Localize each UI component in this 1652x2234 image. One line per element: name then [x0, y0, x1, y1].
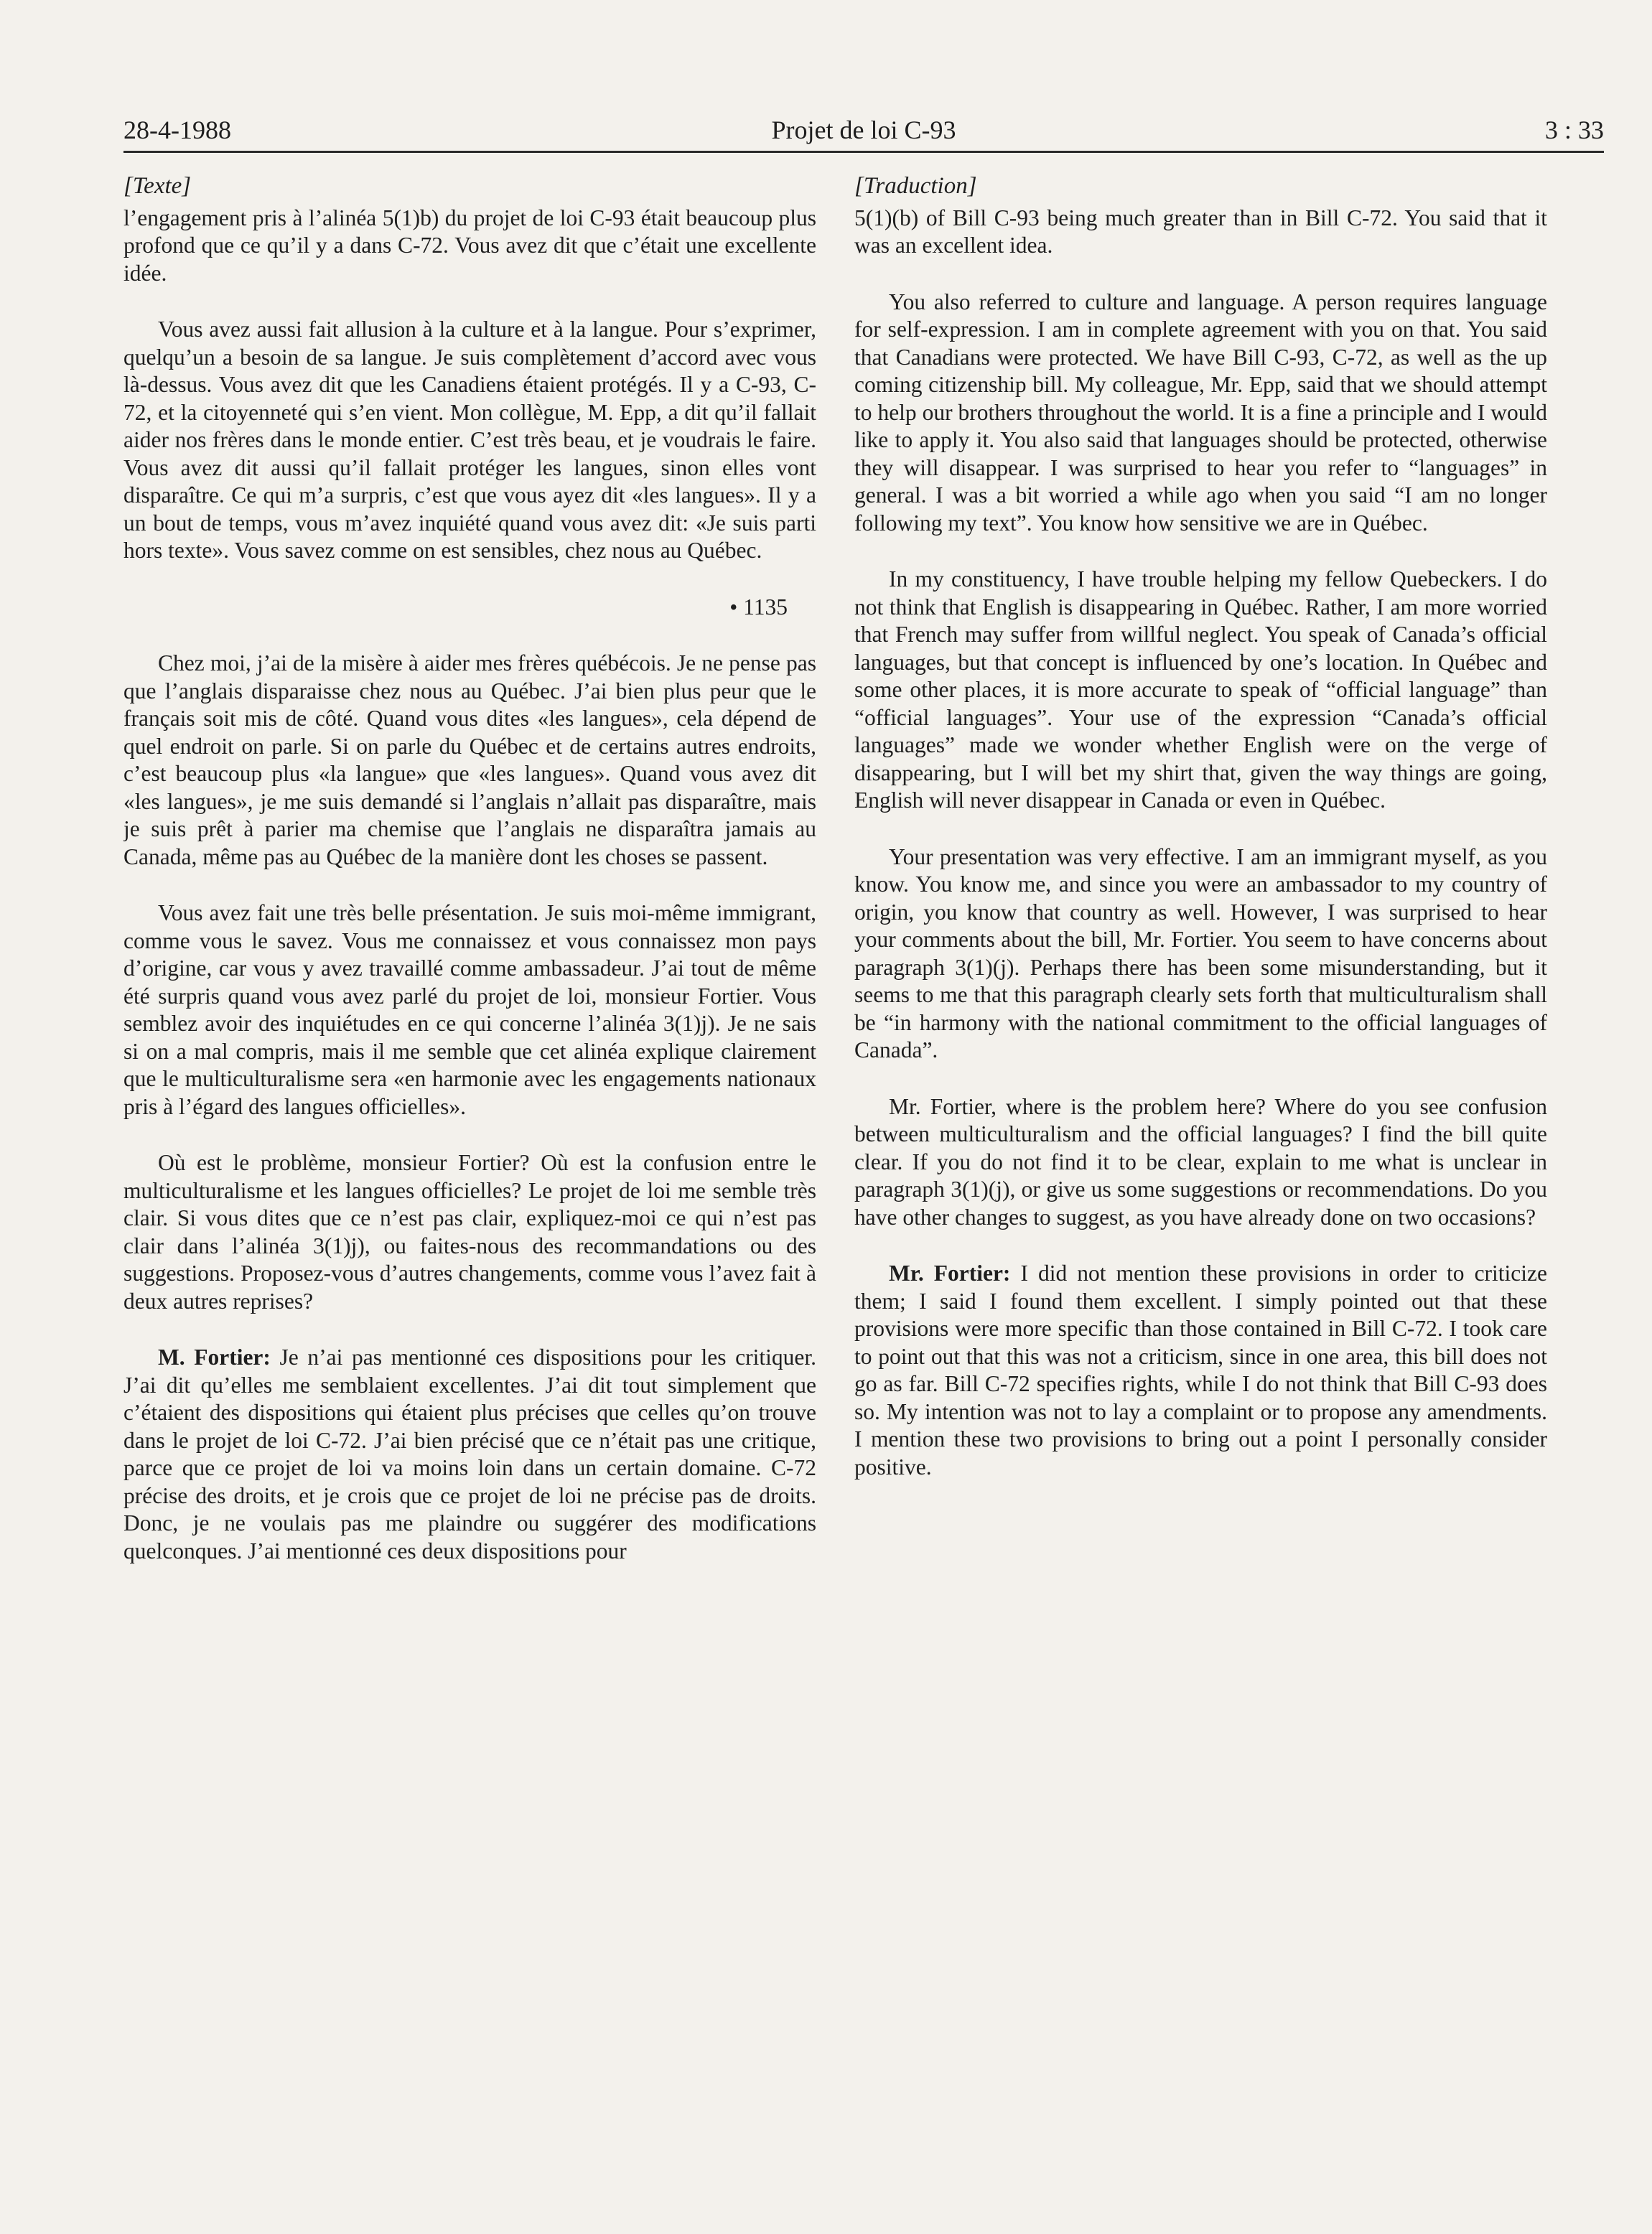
english-column: [854, 172, 1547, 2111]
paragraph: Où est le problème, monsieur Fortier? Où est la confusion entre le multiculturalisme et les langues officielles? Le projet de loi me semble très clair. Si vous dites que ce n’est pas clair, expliquez-moi ce qui n’est pas clair dans l’alinéa 3(1)j), ou faites-nous des recommandations ou des suggestions. Proposez-vous d’autres changements, comme vous l’avez fait à deux autres reprises?: [123, 1150, 816, 1314]
column-label-traduction: [Traduction]: [854, 173, 977, 199]
paragraph: [854, 1260, 1547, 1481]
speech-text: Je n’ai pas mentionné ces dispositions pour les critiquer. J’ai dit qu’elles me semblaient excellentes. J’ai dit tout simplement que c’étaient des dispositions qui étaient plus précises que celles qu’on trouve dans le projet de loi C-72. J’ai bien précisé que ce n’était pas une critique, parce que ce projet de loi va moins loin dans un certain domaine. C-72 précise des droits, et je crois que ce projet de loi ne précise pas de droits. Donc, je ne voulais pas me plaindre ou suggérer des modifications quelconques. J’ai mentionné ces deux dispositions pour: [123, 1345, 816, 1564]
paragraph: Vous avez fait une très belle présentation. Je suis moi-même immigrant, comme vous le savez. Vous me connaissez et vous connaissez mon pays d’origine, car vous y avez travaillé comme ambassadeur. J’ai tout de même été surpris quand vous avez parlé du projet de loi, monsieur Fortier. Vous semblez avoir des inquiétudes en ce qui concerne l’alinéa 3(1)j). Je ne sais si on a mal compris, mais il me semble que cet alinéa explique clairement que le multiculturalisme sera «en harmonie avec les engagements nationaux pris à l’égard des langues officielles».: [123, 900, 816, 1119]
header-page-number: 3 : 33: [1544, 116, 1604, 144]
french-column: [123, 172, 816, 2111]
paragraph: Vous avez aussi fait allusion à la culture et à la langue. Pour s’exprimer, quelqu’un a besoin de sa langue. Je suis complètement d’accord avec vous là-dessus. Vous avez dit que les Canadiens étaient protégés. Il y a C-93, C-72, et la citoyenneté qui s’en vient. Mon collègue, M. Epp, a dit qu’il fallait aider nos frères dans le monde entier. C’est très beau, et je voudrais le faire. Vous avez dit aussi qu’il fallait protéger les langues, sinon elles vont disparaître. Ce qui m’a surpris, c’est que vous ayez dit «les langues». Il y a un bout de temps, vous m’avez inquiété quand vous avez dit: «Je suis parti hors texte». Vous savez comme on est sensibles, chez nous au Québec.: [123, 317, 816, 563]
column-label-texte: [Texte]: [123, 173, 192, 199]
paragraph: Your presentation was very effective. I am an immigrant myself, as you know. You know me, and since you were an ambassador to my country of origin, you know that country as well. However, I was surprised to hear your comments about the bill, Mr. Fortier. You seem to have concerns about paragraph 3(1)(j). Perhaps there has been some misunderstanding, but it seems to me that this paragraph clearly sets forth that multiculturalism shall be “in harmony with the national commitment to the official languages of Canada”.: [854, 843, 1547, 1062]
paragraph: 5(1)(b) of Bill C-93 being much greater than in Bill C-72. You said that it was an excellent idea.: [854, 205, 1547, 258]
time-marker: • 1135: [729, 594, 788, 620]
speaker-name: Mr. Fortier:: [889, 1261, 1011, 1286]
running-header: [123, 115, 1604, 153]
paragraph: Mr. Fortier, where is the problem here? Where do you see confusion between multiculturalism and the official languages? I find the bill quite clear. If you do not find it to be clear, explain to me what is unclear in paragraph 3(1)(j), or give us some suggestions or recommendations. Do you have other changes to suggest, as you have already done on two occasions?: [854, 1093, 1547, 1230]
paragraph: [123, 1344, 816, 1565]
paragraph: In my constituency, I have trouble helping my fellow Quebeckers. I do not think that English is disappearing in Québec. Rather, I am more worried that French may suffer from willful neglect. You speak of Canada’s official languages, but that concept is influenced by one’s location. In Québec and some other places, it is more accurate to speak of “official language” than “official languages”. Your use of the expression “Canada’s official languages” made we wonder whether English were on the verge of disappearing, but I will bet my shirt that, given the way things are going, English will never disappear in Canada or even in Québec.: [854, 566, 1547, 813]
speaker-name: M. Fortier:: [158, 1345, 271, 1370]
paragraph: You also referred to culture and language. A person requires language for self-expression. I am in complete agreement with you on that. You said that Canadians were protected. We have Bill C-93, C-72, as well as the up coming citizenship bill. My colleague, Mr. Epp, said that we should attempt to help our brothers throughout the world. It is a fine a principle and I would like to apply it. You also said that languages should be protected, otherwise they will disappear. I was surprised to hear you refer to “languages” in general. I was a bit worried a while ago when you said “I am no longer following my text”. You know how sensitive we are in Québec.: [854, 289, 1547, 536]
header-title: Projet de loi C-93: [771, 116, 956, 144]
header-date: 28-4-1988: [123, 116, 231, 144]
paragraph: Chez moi, j’ai de la misère à aider mes frères québécois. Je ne pense pas que l’anglais disparaisse chez nous au Québec. J’ai bien plus peur que le français soit mis de côté. Quand vous dites «les langues», cela dépend de quel endroit on parle. Si on parle du Québec et de certains autres endroits, c’est beaucoup plus «la langue» que «les langues». Quand vous avez dit «les langues», je me suis demandé si l’anglais n’allait pas disparaître, mais je suis prêt à parier ma chemise que l’anglais ne disparaîtra jamais au Canada, même pas au Québec de la manière dont les choses se passent.: [123, 650, 816, 869]
speech-text: I did not mention these provisions in order to criticize them; I said I found them excellent. I simply pointed out that these provisions were more specific than those contained in Bill C-72. I took care to point out that this was not a criticism, since in one area, this bill does not go as far. Bill C-72 specifies rights, while I do not think that Bill C-93 does so. My intention was not to lay a complaint or to propose any amendments. I mention these two provisions to bring out a point I personally consider positive.: [854, 1261, 1547, 1480]
paragraph: l’engagement pris à l’alinéa 5(1)b) du projet de loi C-93 était beaucoup plus profond que ce qu’il y a dans C-72. Vous avez dit que c’était une excellente idée.: [123, 205, 816, 286]
